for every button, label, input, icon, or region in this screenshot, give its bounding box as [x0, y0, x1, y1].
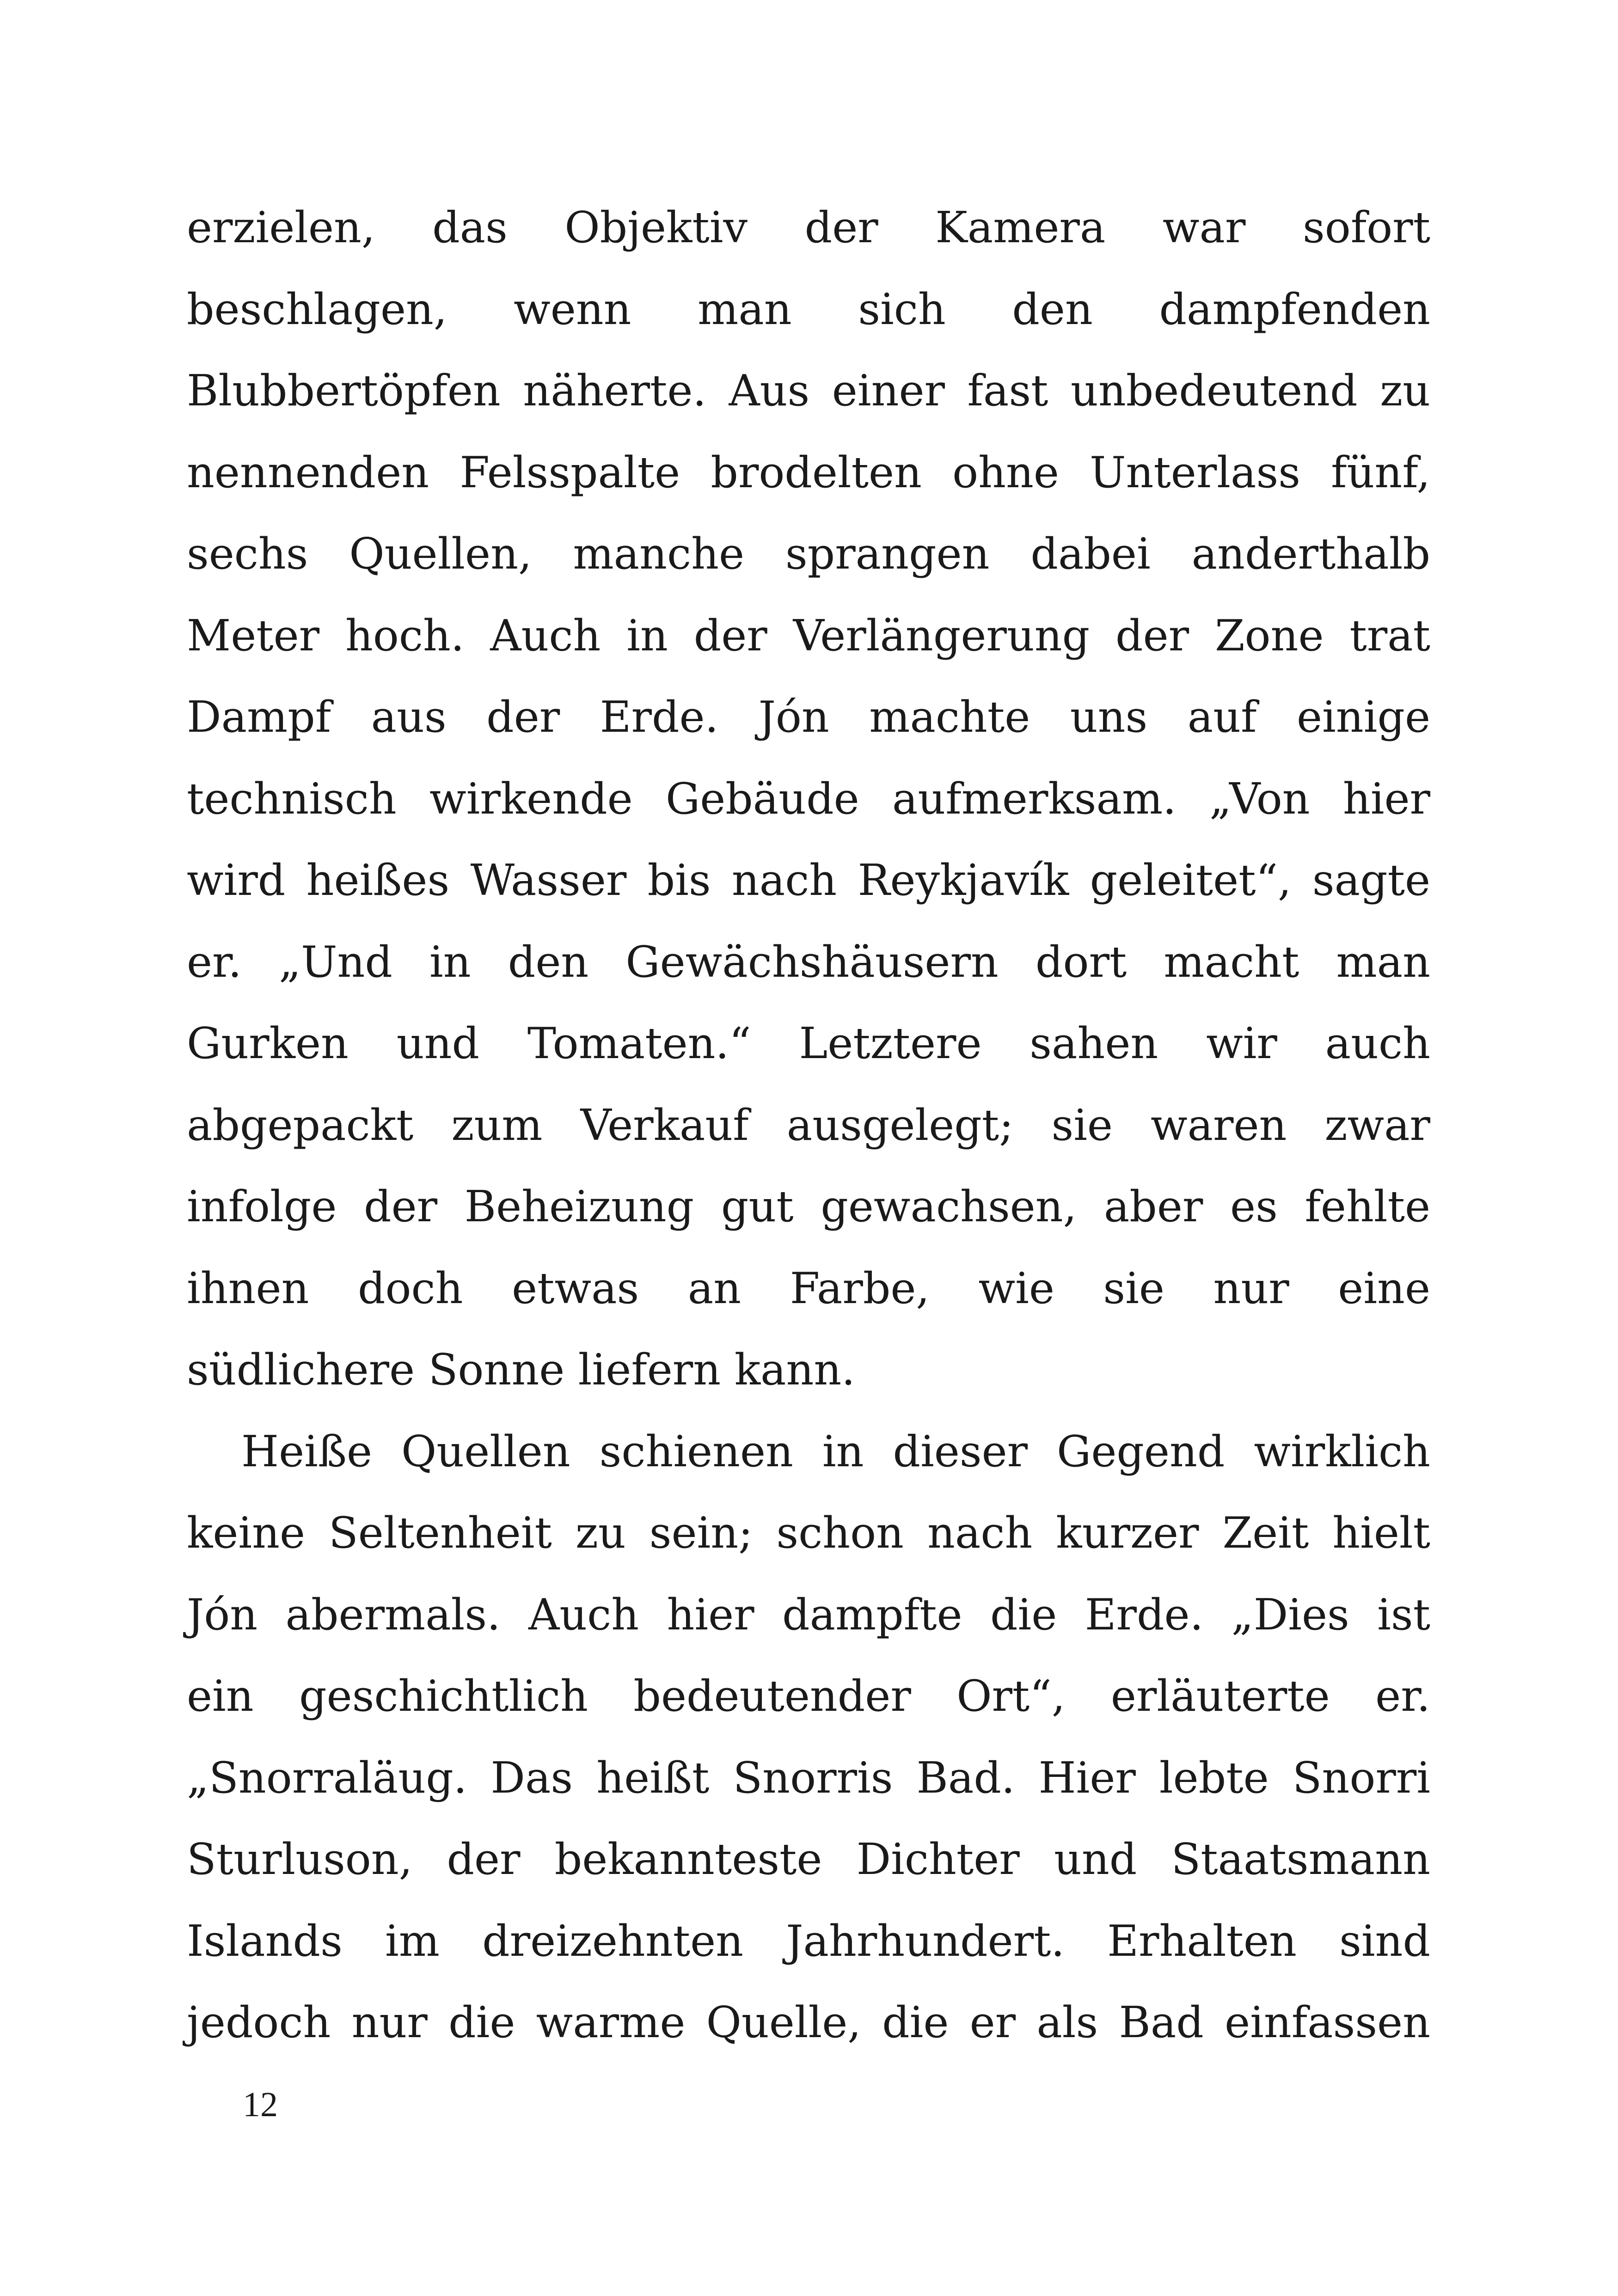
page-number: 12: [243, 2085, 278, 2124]
paragraph-2: [187, 1411, 1430, 2063]
paragraph-1: [187, 187, 1430, 1411]
text-line: abgepackt zum Verkauf ausgelegt; sie waren zwar: [187, 1100, 1430, 1150]
text-line: erzielen, das Objektiv der Kamera war sofort: [187, 202, 1430, 252]
text-line: technisch wirkende Gebäude aufmerksam. „Von hier: [187, 773, 1430, 824]
body-text: [187, 187, 1430, 2063]
text-line: Islands im dreizehnten Jahrhundert. Erhalten sind: [187, 1916, 1430, 1966]
text-line: Heiße Quellen schienen in dieser Gegend wirklich: [241, 1426, 1430, 1476]
text-line: ein geschichtlich bedeutender Ort“, erläuterte er.: [187, 1671, 1430, 1721]
text-line: „Snorraläug. Das heißt Snorris Bad. Hier lebte Snorri: [187, 1752, 1430, 1803]
text-line: Meter hoch. Auch in der Verlängerung der Zone trat: [187, 610, 1430, 661]
text-line: nennenden Felsspalte brodelten ohne Unterlass fünf,: [187, 447, 1430, 497]
text-line: sechs Quellen, manche sprangen dabei anderthalb: [187, 529, 1430, 579]
text-line: südlichere Sonne liefern kann.: [187, 1345, 855, 1395]
text-line: Dampf aus der Erde. Jón machte uns auf einige: [187, 692, 1430, 742]
text-line: er. „Und in den Gewächshäusern dort macht man: [187, 937, 1430, 987]
text-line: ihnen doch etwas an Farbe, wie sie nur eine: [187, 1263, 1430, 1313]
text-line: beschlagen, wenn man sich den dampfenden: [187, 284, 1430, 334]
text-line: keine Seltenheit zu sein; schon nach kurzer Zeit hielt: [187, 1508, 1430, 1558]
text-line: Blubbertöpfen näherte. Aus einer fast unbedeutend zu: [187, 366, 1430, 416]
text-line: wird heißes Wasser bis nach Reykjavík geleitet“, sagte: [187, 855, 1430, 905]
text-line: Gurken und Tomaten.“ Letztere sahen wir auch: [187, 1018, 1430, 1068]
text-line: Jón abermals. Auch hier dampfte die Erde. „Dies ist: [187, 1589, 1430, 1640]
text-line: infolge der Beheizung gut gewachsen, aber es fehlte: [187, 1182, 1430, 1231]
text-line: jedoch nur die warme Quelle, die er als Bad einfassen: [187, 1997, 1430, 2047]
text-line: Sturluson, der bekannteste Dichter und Staatsmann: [187, 1834, 1430, 1884]
